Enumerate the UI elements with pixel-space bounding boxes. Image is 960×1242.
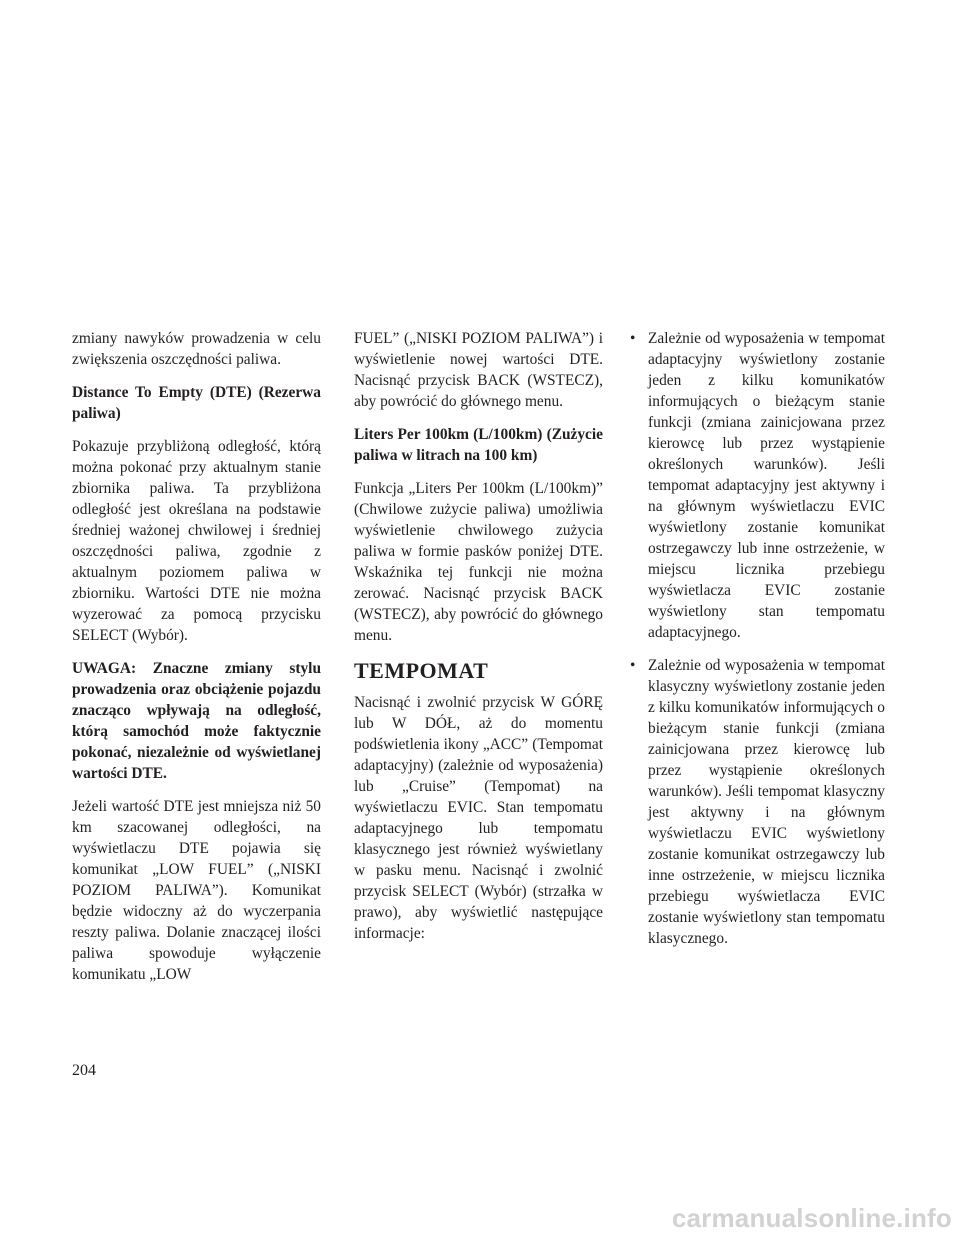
liters-paragraph: Funkcja „Liters Per 100km (L/100km)” (Chwilowe zużycie paliwa) umożliwia wyświetlenie chwilowego zużycia paliwa w formie pasków poniżej DTE. Wskaźnika tej funkcji nie można zerować. Nacisnąć przycisk BACK (WSTECZ), aby powrócić do głównego menu.: [354, 480, 603, 644]
bullet-text: Zależnie od wyposażenia w tempomat adaptacyjny wyświetlony zostanie jeden z kilku komunikatów informujących o bieżącym stanie funkcji (zmiana zainicjowana przez kierowcę lub przez wystąpienie określonych warunków). Jeśli tempomat adaptacyjny jest aktywny i na głównym wyświetlaczu EVIC wyświetlony zostanie komunikat ostrzegawczy lub inne ostrzeżenie, w miejscu licznika przebiegu wyświetlacza EVIC zostanie wyświetlony stan tempomatu adaptacyjnego.: [648, 330, 885, 641]
tempomat-paragraph: Nacisnąć i zwolnić przycisk W GÓRĘ lub W DÓŁ, aż do momentu podświetlenia ikony „ACC” (Tempomat adaptacyjny) (zależnie od wyposażenia) lub „Cruise” (Tempomat) na wyświetlaczu EVIC. Stan tempomatu adaptacyjnego lub tempomatu klasycznego jest również wyświetlany w pasku menu. Nacisnąć i zwolnić przycisk SELECT (Wybór) (strzałka w prawo), aby wyświetlić następujące informacje:: [354, 694, 603, 942]
column-right: [620, 328, 885, 961]
bullet-text: Zależnie od wyposażenia w tempomat klasyczny wyświetlony zostanie jeden z kilku komunikatów informujących o bieżącym stanie funkcji (zmiana zainicjowana przez kierowcę lub przez wystąpienie określonych warunków). Jeśli tempomat klasyczny jest aktywny i na głównym wyświetlaczu EVIC wyświetlony zostanie komunikat ostrzegawczy lub inne ostrzeżenie, w miejscu licznika przebiegu wyświetlacza EVIC zostanie wyświetlony stan tempomatu klasycznego.: [648, 657, 885, 947]
dte-paragraph: Pokazuje przybliżoną odległość, którą można pokonać przy aktualnym stanie zbiornika paliwa. Ta przybliżona odległość jest określana na podstawie średniej ważonej chwilowej i średniej oszczędności paliwa, zgodnie z aktualnym poziomem paliwa w zbiorniku. Wartości DTE nie można wyzerować za pomocą przycisku SELECT (Wybór).: [72, 438, 321, 644]
watermark: carmanualsonline.info: [671, 1203, 952, 1233]
dte-heading: Distance To Empty (DTE) (Rezerwa paliwa): [72, 384, 321, 422]
page-number: 204: [72, 1062, 96, 1079]
bullet-icon: •: [630, 657, 636, 674]
tempomat-heading: TEMPOMAT: [354, 658, 489, 683]
column-left: [72, 328, 321, 997]
bullet-list: [620, 328, 885, 949]
intro-paragraph: zmiany nawyków prowadzenia w celu zwiększenia oszczędności paliwa.: [72, 330, 321, 368]
bullet-icon: •: [630, 330, 636, 347]
low-fuel-paragraph: Jeżeli wartość DTE jest mniejsza niż 50 km szacowanej odległości, na wyświetlaczu DTE pojawia się komunikat „LOW FUEL” („NISKI POZIOM PALIWA”). Komunikat będzie widoczny aż do wyczerpania reszty paliwa. Dolanie znaczącej ilości paliwa spowoduje wyłączenie komunikatu „LOW: [72, 798, 321, 983]
list-item: [620, 655, 885, 949]
column-middle: [354, 328, 603, 956]
liters-heading: Liters Per 100km (L/100km) (Zużycie paliwa w litrach na 100 km): [354, 426, 603, 464]
list-item: [620, 328, 885, 643]
continuation-paragraph: FUEL” („NISKI POZIOM PALIWA”) i wyświetlenie nowej wartości DTE. Nacisnąć przycisk BACK (WSTECZ), aby powrócić do głównego menu.: [354, 330, 603, 410]
warning-note: UWAGA: Znaczne zmiany stylu prowadzenia oraz obciążenie pojazdu znacząco wpływają na odległość, którą samochód może faktycznie pokonać, niezależnie od wyświetlanej wartości DTE.: [72, 660, 321, 782]
